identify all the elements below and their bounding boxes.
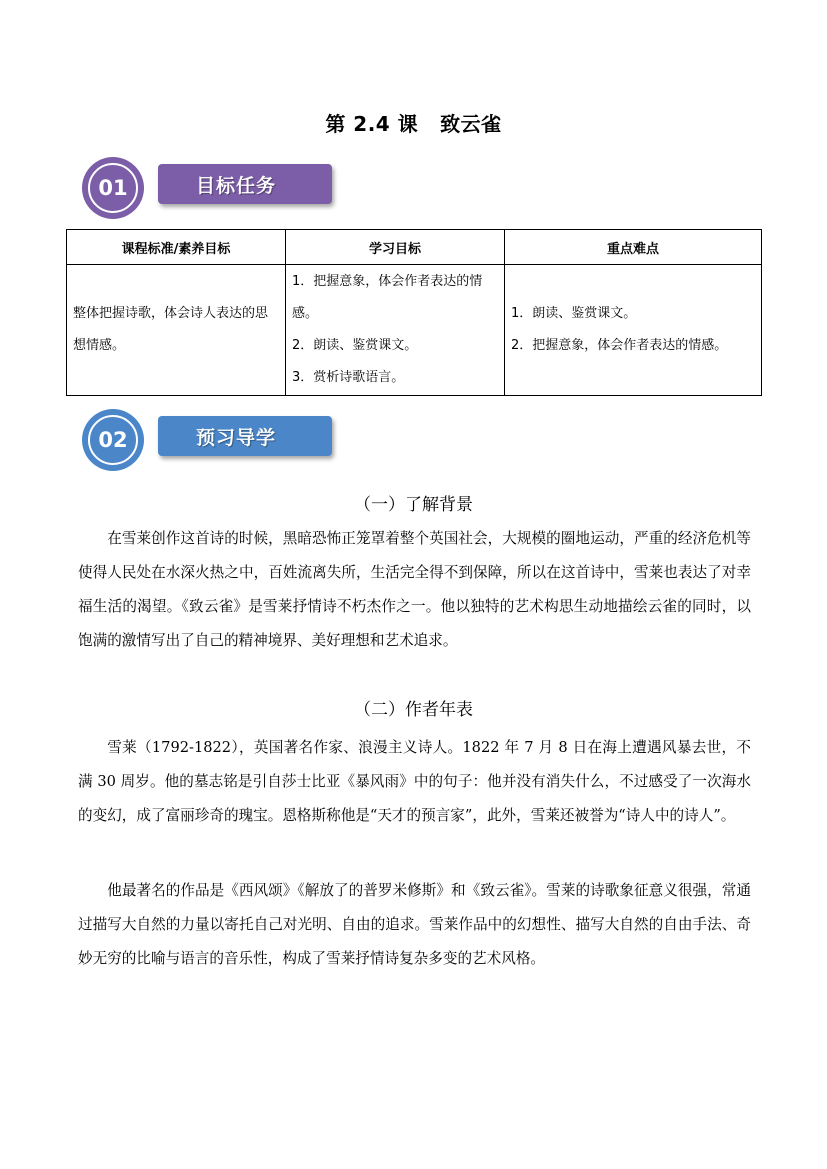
background-paragraph: 在雪莱创作这首诗的时候，黑暗恐怖正笼罩着整个英国社会，大规模的圈地运动，严重的经济危机等使得人民处在水深火热之中，百姓流离失所，生活完全得不到保障，所以在这首诗中，雪莱也表达了对幸福生活的渴望。《致云雀》是雪莱抒情诗不朽杰作之一。他以独特的艺术构思生动地描绘云雀的同时，以饱满的激情写出了自己的精神境界、美好理想和艺术追求。 [78,530,751,649]
author-heading: （二）作者年表 [354,700,473,720]
cell-objectives [286,265,505,396]
section-number: 01 [88,163,138,213]
objective-item: 1．把握意象，体会作者表达的情感。 [292,274,483,321]
section-badge [82,409,144,471]
table-row [67,265,762,396]
objective-item: 3．赏析诗歌语言。 [292,370,405,385]
key-point-item: 2．把握意象，体会作者表达的情感。 [511,338,728,353]
author-paragraph-1: 雪莱（1792-1822），英国著名作家、浪漫主义诗人。1822 年 7 月 8 日在海上遭遇风暴去世，不满 30 周岁。他的墓志铭是引自莎士比亚《暴风雨》中的句子：他并没有消失什么，不过感受了一次海水的变幻，成了富丽珍奇的瑰宝。恩格斯称他是“天才的预言家”，此外，雪莱还被誉为“诗人中的诗人”。 [78,739,751,824]
lesson-number: 第 2.4 课 [325,112,419,136]
cell-key-points [505,265,762,396]
author-paragraph-2: 他最著名的作品是《西风颂》《解放了的普罗米修斯》和《致云雀》。雪莱的诗歌象征意义很强，常通过描写大自然的力量以寄托自己对光明、自由的追求。雪莱作品中的幻想性、描写大自然的自由手法、奇妙无穷的比喻与语言的音乐性，构成了雪莱抒情诗复杂多变的艺术风格。 [78,882,751,967]
section-banner-goals [82,157,342,219]
cell-standard [67,265,286,396]
key-point-item: 1．朗读、鉴赏课文。 [511,306,637,321]
header-key-points: 重点难点 [505,230,762,265]
objective-item: 2．朗读、鉴赏课文。 [292,338,418,353]
table-header-row [67,230,762,265]
header-standard: 课程标准/素养目标 [67,230,286,265]
standard-text: 整体把握诗歌，体会诗人表达的思想情感。 [73,306,269,353]
section-badge [82,157,144,219]
section-number: 02 [88,415,138,465]
background-heading: （一）了解背景 [354,495,473,515]
header-objectives: 学习目标 [286,230,505,265]
page-title [0,108,827,137]
section-banner-preview [82,409,342,471]
goals-table [66,229,762,396]
lesson-title: 致云雀 [440,112,502,136]
section-title: 目标任务 [158,164,332,204]
section-title: 预习导学 [158,416,332,456]
